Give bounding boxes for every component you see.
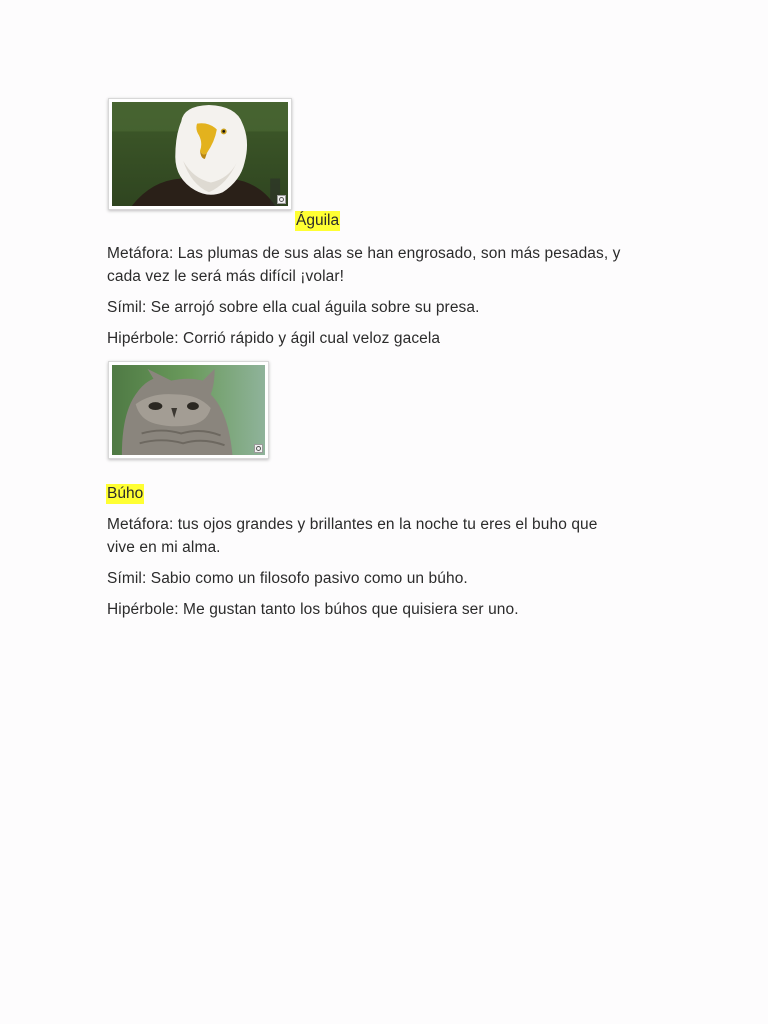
owl-illustration xyxy=(112,365,265,455)
owl-simil: Símil: Sabio como un filosofo pasivo como un búho. xyxy=(107,570,468,587)
eagle-simil: Símil: Se arrojó sobre ella cual águila sobre su presa. xyxy=(107,299,480,316)
owl-metafora-line2: vive en mi alma. xyxy=(107,539,221,556)
owl-image xyxy=(108,361,269,459)
zoom-icon[interactable] xyxy=(254,444,263,453)
owl-heading: Búho xyxy=(107,485,144,502)
owl-hiperbole: Hipérbole: Me gustan tanto los búhos que quisiera ser uno. xyxy=(107,601,519,618)
eagle-metafora-line1: Metáfora: Las plumas de sus alas se han engrosado, son más pesadas, y xyxy=(107,245,621,262)
eagle-metafora xyxy=(107,242,621,288)
eagle-illustration xyxy=(112,102,288,206)
eagle-heading: Águila xyxy=(296,212,340,229)
eagle-hiperbole: Hipérbole: Corrió rápido y ágil cual veloz gacela xyxy=(107,330,441,347)
owl-metafora xyxy=(107,513,597,559)
owl-metafora-line1: Metáfora: tus ojos grandes y brillantes en la noche tu eres el buho que xyxy=(107,516,598,533)
eagle-image xyxy=(108,98,292,210)
zoom-icon[interactable] xyxy=(277,195,286,204)
eagle-metafora-line2: cada vez le será más difícil ¡volar! xyxy=(107,268,345,285)
